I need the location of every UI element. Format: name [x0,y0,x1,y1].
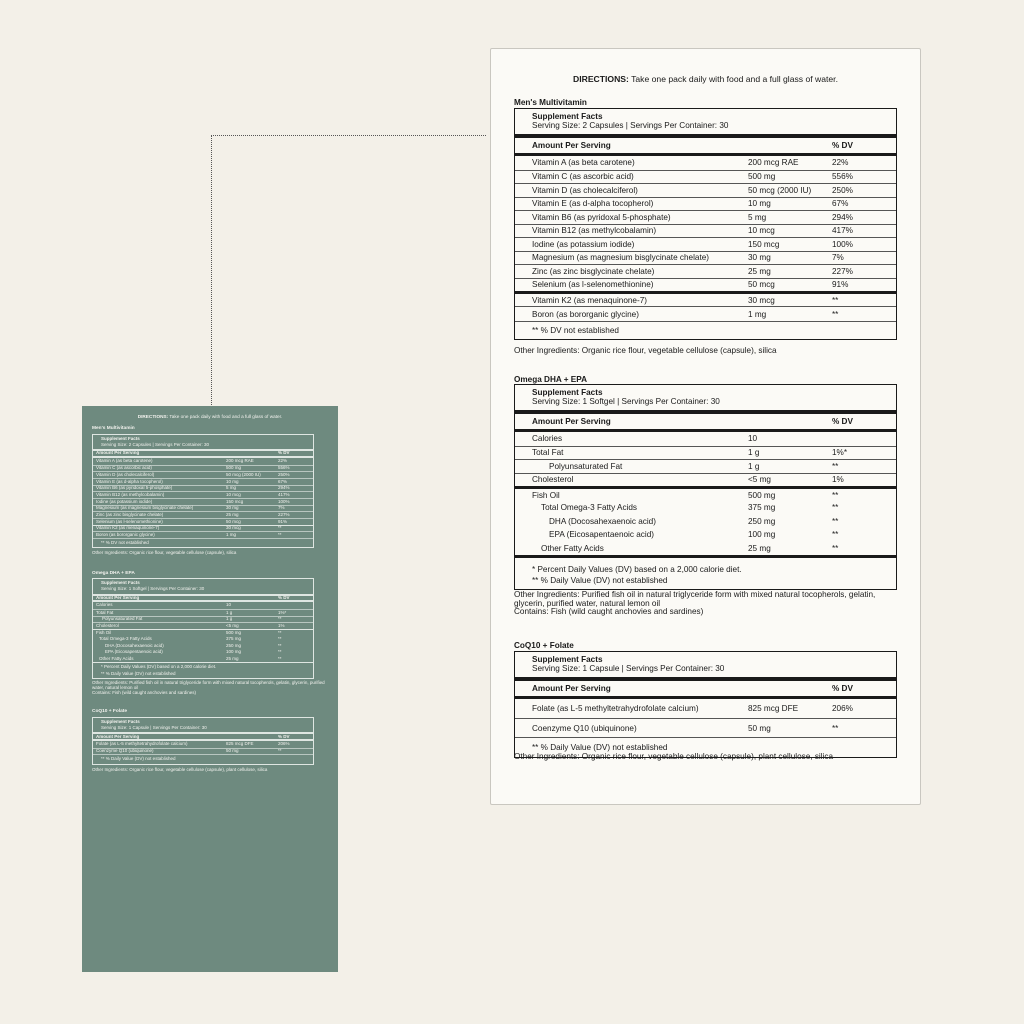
sachet-nutrient-amount: 25 mg [226,512,239,518]
connector-line-vertical [211,135,212,407]
nutrient-amount: 5 mg [748,212,767,222]
sachet-mens-rows [93,458,313,525]
nutrient-name: Coenzyme Q10 (ubiquinone) [532,723,637,733]
sachet-row [93,602,313,609]
nutrient-name: Magnesium (as magnesium bisglycinate chelate) [532,253,710,263]
sachet-nutrient-row [93,518,313,525]
sachet-row [93,616,313,623]
sachet-row [93,656,313,663]
sachet-nutrient-row [93,458,313,465]
nutrient-dv: 7% [832,253,844,263]
sachet-cell: Total Omega-3 Fatty Acids [99,635,152,641]
facts-title: Supplement Facts [532,112,603,121]
nutrient-amount: 50 mg [748,723,771,733]
nutrient-amount: 1 g [748,461,760,471]
sachet-nutrient-name: Vitamin B12 (as methylcobalamin) [96,492,165,498]
sachet-hdr-amount: Amount Per Serving [96,594,140,600]
nutrient-name: Vitamin A (as beta carotene) [532,158,635,168]
sachet-cell: Fish Oil [96,629,112,635]
sachet-coq10-note: ** % Daily Value (DV) not established [93,754,313,763]
nutrient-name: Other Fatty Acids [541,543,604,553]
nutrient-dv: 91% [832,280,849,290]
nutrient-dv: ** [832,309,839,319]
sachet-nutrient-row [93,498,313,505]
sachet-nutrient-row [93,478,313,485]
nutrient-amount: 500 mg [748,172,776,182]
nutrient-dv: ** [832,543,839,553]
nutrient-name: Vitamin E (as d-alpha tocopherol) [532,199,654,209]
sachet-nutrient-dv: 67% [278,478,288,484]
omega-contains: Contains: Fish (wild caught anchovies and sardines) [514,607,704,617]
sachet-cell: 25 mg [226,655,239,661]
sachet-facts-title: Supplement Facts [101,580,140,586]
sachet-omega-section [92,571,328,696]
coq10-title: CoQ10 + Folate [514,641,574,650]
nutrient-dv: ** [832,295,839,305]
sachet-nutrient-dv: 250% [278,471,290,477]
serving-info: Serving Size: 1 Softgel | Servings Per Container: 30 [532,397,720,406]
table-row [515,446,896,460]
table-header [515,414,896,432]
sachet-mens-facts-header [93,435,313,452]
sachet-coq10-table [92,717,314,765]
sachet-nutrient-dv: 7% [278,505,285,511]
omega-notes [515,555,896,589]
sachet-cell: 1% [278,623,285,629]
sachet-directions-text: Take one pack daily with food and a full glass of water. [169,414,283,419]
sachet-table-header [93,451,313,458]
sachet-directions [92,414,328,420]
facts-title: Supplement Facts [532,388,603,397]
sachet-cell: Other Fatty Acids [99,655,134,661]
nutrient-name: DHA (Docosahexaenoic acid) [549,516,656,526]
sachet-nutrient-row [93,491,313,498]
sachet-row [93,741,313,748]
sachet-nutrient-row [93,525,313,532]
connector-line-horizontal [211,135,486,136]
coq10-facts-header [515,652,896,681]
sachet-cell: Cholesterol [96,623,119,629]
nutrient-row [515,237,896,251]
sachet-nutrient-dv: ** [278,525,282,531]
nutrient-amount: 825 mcg DFE [748,704,799,713]
nutrient-dv: 22% [832,158,849,168]
sachet-cell: EPA (Eicosapentaenoic acid) [105,649,163,655]
nutrient-dv: 294% [832,212,853,222]
facts-title: Supplement Facts [532,655,603,664]
nutrient-dv: 100% [832,239,853,249]
nutrient-dv: ** [832,461,839,471]
sachet-hdr-amount: Amount Per Serving [96,733,140,739]
sachet-preview [82,406,338,972]
directions-label: DIRECTIONS: [573,74,629,84]
sachet-cell: 1 g [226,609,233,615]
sachet-nutrient-amount: 10 mg [226,478,239,484]
mens-facts-table [514,108,897,340]
header-dv: % DV [832,141,853,150]
nutrient-amount: 30 mg [748,253,771,263]
sachet-cell: 100 mg [226,649,242,655]
nutrient-dv: 1% [832,475,844,485]
sachet-mens-note: ** % DV not established [93,538,313,547]
sachet-nutrient-row [93,531,313,538]
sachet-row [93,622,313,629]
sachet-hdr-amount: Amount Per Serving [96,450,140,456]
sachet-cell: Calories [96,602,113,608]
nutrient-amount: <5 mg [748,475,771,485]
sachet-cell: ** [278,649,282,655]
nutrient-amount: 100 mg [748,530,776,540]
table-row [515,486,896,501]
sachet-nutrient-amount: 30 mg [226,505,239,511]
sachet-facts-title: Supplement Facts [101,435,140,441]
nutrient-row [515,197,896,211]
table-row [515,515,896,529]
sachet-cell: Polyunsaturated Fat [102,616,143,622]
nutrient-row [515,278,896,292]
nutrient-dv: 556% [832,172,853,182]
nutrient-name: Vitamin K2 (as menaquinone-7) [532,295,647,305]
mens-dv-note: ** % DV not established [515,321,896,339]
sachet-nutrient-dv: 417% [278,492,290,498]
nutrient-dv: ** [832,503,839,513]
sachet-mens-title: Men's Multivitamin [92,426,135,432]
sachet-nutrient-dv: ** [278,532,282,538]
table-row [515,718,896,737]
sachet-cell: Total Fat [96,609,114,615]
sachet-cell: 250 mg [226,642,242,648]
nutrient-name: Total Fat [532,448,564,458]
sachet-nutrient-name: Selenium (as l-selenomethionine) [96,518,163,524]
serving-info: Serving Size: 1 Capsule | Servings Per Container: 30 [532,664,725,673]
nutrient-row [515,183,896,197]
sachet-cell: 1%* [278,609,287,615]
nutrient-name: Selenium (as l-selenomethionine) [532,280,654,290]
sachet-row [93,642,313,649]
sachet-cell: ** [278,655,282,661]
coq10-facts-table [514,651,897,758]
coq10-other-ingredients: Other Ingredients: Organic rice flour, vegetable cellulose (capsule), plant cellulose, silica [514,752,834,761]
nutrient-amount: 200 mcg RAE [748,158,799,168]
sachet-omega-other-text: Other Ingredients: Purified fish oil in natural triglyceride form with mixed natural tocopherols, gelatin, glycerin, purified water, natural lemon oil [92,680,325,690]
mens-other-ingredients: Other Ingredients: Organic rice flour, vegetable cellulose (capsule), silica [514,346,777,355]
nutrient-row [515,156,896,170]
omega-other-text: Other Ingredients: Purified fish oil in natural triglyceride form with mixed natural tocopherols, gelatin, glycerin, purified water, natural lemon oil [514,590,876,608]
table-row [515,432,896,446]
nutrient-dv: 1%* [832,448,848,458]
nutrient-amount: 30 mcg [748,295,775,305]
nutrient-amount: 50 mcg (2000 IU) [748,185,812,195]
sachet-facts-title: Supplement Facts [101,718,140,724]
sachet-cell: Coenzyme Q10 (ubiquinone) [96,748,154,754]
nutrient-dv: ** [832,516,839,526]
nutrient-row [515,224,896,238]
nutrient-amount: 25 mg [748,543,771,553]
sachet-nutrient-name: Iodine (as potassium iodide) [96,498,153,504]
table-header [515,681,896,699]
sachet-directions-label: DIRECTIONS: [137,414,169,419]
sachet-nutrient-name: Vitamin D (as cholecalciferol) [96,471,155,477]
sachet-nutrient-row [93,511,313,518]
sachet-cell: 825 mcg DFE [226,741,254,747]
nutrient-amount: 10 [748,434,758,444]
sachet-hdr-dv: % DV [278,594,290,600]
nutrient-dv: 250% [832,185,853,195]
sachet-nutrient-amount: 500 mg [226,465,242,471]
sachet-cell: 50 mg [226,748,239,754]
sachet-hdr-dv: % DV [278,733,290,739]
omega-dv-note-2: ** % Daily Value (DV) not established [532,576,668,585]
nutrient-dv: ** [832,490,839,500]
nutrient-dv: 417% [832,226,853,236]
nutrient-name: Vitamin C (as ascorbic acid) [532,172,634,182]
sachet-omega-table [92,578,314,679]
nutrient-name: Polyunsaturated Fat [549,461,623,471]
sachet-nutrient-name: Vitamin E (as d-alpha tocopherol) [96,478,163,484]
sachet-table-header [93,596,313,603]
nutrient-row [515,264,896,278]
omega-facts-header [515,385,896,414]
nutrient-amount: 25 mg [748,266,771,276]
table-row [515,501,896,515]
nutrient-amount: 1 g [748,448,760,458]
mens-multivitamin-title: Men's Multivitamin [514,98,587,107]
sachet-nutrient-amount: 5 mg [226,485,237,491]
nutrient-amount: 10 mg [748,199,771,209]
nutrient-name: Vitamin B12 (as methylcobalamin) [532,226,657,236]
sachet-nutrient-dv: 227% [278,512,290,518]
sachet-nutrient-name: Boron (as bororganic glycine) [96,532,155,538]
table-row [515,459,896,473]
table-row [515,473,896,487]
sachet-nutrient-name: Magnesium (as magnesium bisglycinate chelate) [96,505,194,511]
mens-facts-header [515,109,896,138]
sachet-nutrient-name: Vitamin A (as beta carotene) [96,458,153,464]
nutrient-row [515,170,896,184]
nutrient-amount: 150 mcg [748,239,780,249]
sachet-label [92,414,328,773]
sachet-omega-note2: ** % Daily Value (DV) not established [101,670,176,676]
sachet-cell: ** [278,748,282,754]
sachet-nutrient-amount: 200 mcg RAE [226,458,254,464]
header-amount: Amount Per Serving [532,417,611,426]
sachet-omega-note1: * Percent Daily Values (DV) based on a 2,000 calorie diet. [101,664,217,670]
sachet-coq10-section [92,709,328,773]
header-amount: Amount Per Serving [532,684,611,693]
nutrient-amount: 50 mcg [748,280,775,290]
sachet-nutrient-amount: 30 mcg [226,525,241,531]
nutrient-name: Vitamin D (as cholecalciferol) [532,185,638,195]
nutrient-amount: 375 mg [748,503,776,513]
sachet-nutrient-row [93,505,313,512]
sachet-mens-other: Other Ingredients: Organic rice flour, vegetable cellulose (capsule), silica [92,550,237,556]
sachet-cell: ** [278,616,282,622]
sachet-nutrient-amount: 50 mcg (2000 IU) [226,471,261,477]
table-row [515,542,896,556]
sachet-cell: 10 [226,602,232,608]
sachet-hdr-dv: % DV [278,450,290,456]
sachet-nutrient-amount: 50 mcg [226,518,241,524]
sachet-cell: ** [278,635,282,641]
directions-text: Take one pack daily with food and a full glass of water. [631,74,838,84]
nutrient-dv: ** [832,530,839,540]
mens-nutrient-rows-extra [515,291,896,321]
nutrient-amount: 500 mg [748,490,776,500]
sachet-nutrient-dv: 556% [278,465,290,471]
nutrient-row [515,251,896,265]
sachet-nutrient-name: Vitamin K2 (as menaquinone-7) [96,525,160,531]
omega-facts-table [514,384,897,590]
sachet-omega-contains: Contains: Fish (wild caught anchovies and sardines) [92,689,197,695]
sachet-nutrient-dv: 100% [278,498,290,504]
sachet-nutrient-row [93,471,313,478]
sachet-row [93,609,313,616]
serving-info: Serving Size: 2 Capsules | Servings Per Container: 30 [532,121,729,130]
sachet-mens-section [92,426,328,556]
sachet-row [93,629,313,636]
sachet-nutrient-dv: 91% [278,518,288,524]
sachet-row [93,748,313,755]
nutrient-row [515,306,896,321]
sachet-nutrient-row [93,485,313,492]
sachet-omega-facts-header [93,579,313,596]
nutrient-name: Zinc (as zinc bisglycinate chelate) [532,266,655,276]
sachet-mens-table [92,434,314,549]
nutrient-name: Cholesterol [532,475,574,485]
sachet-nutrient-row [93,465,313,472]
sachet-cell: Folate (as L-5 methyltetrahydrofolate calcium) [96,741,188,747]
sachet-serving: Serving Size: 1 Softgel | Servings Per Container: 30 [101,586,205,592]
table-header [515,138,896,156]
sachet-row [93,636,313,643]
nutrient-amount: 1 mg [748,309,767,319]
table-row [515,699,896,718]
sachet-nutrient-name: Vitamin B6 (as pyridoxal 5-phosphate) [96,485,173,491]
sachet-coq10-title: CoQ10 + Folate [92,709,128,715]
sachet-cell: 1 g [226,616,233,622]
sachet-nutrient-amount: 1 mg [226,532,237,538]
table-row [515,528,896,542]
sachet-row [93,649,313,656]
sachet-serving: Serving Size: 2 Capsules | Servings Per Container: 30 [101,441,209,447]
nutrient-name: Total Omega-3 Fatty Acids [541,503,638,513]
nutrient-name: Fish Oil [532,490,560,500]
nutrient-amount: 250 mg [748,516,776,526]
nutrient-dv: 227% [832,266,853,276]
omega-dv-note-1: * Percent Daily Values (DV) based on a 2,000 calorie diet. [532,565,742,574]
sachet-omega-notes [93,662,313,678]
header-dv: % DV [832,417,853,426]
header-dv: % DV [832,684,853,693]
sachet-omega-other [92,681,328,695]
nutrient-dv: 206% [832,704,853,713]
coq10-dv-note: ** % Daily Value (DV) not established [515,737,896,757]
nutrient-amount: 10 mcg [748,226,775,236]
sachet-serving: Serving Size: 1 Capsule | Servings Per Container: 30 [101,725,207,731]
sachet-coq10-facts-header [93,718,313,735]
nutrient-name: Iodine (as potassium iodide) [532,239,635,249]
nutrient-name: Vitamin B6 (as pyridoxal 5-phosphate) [532,212,671,222]
sachet-nutrient-dv: 22% [278,458,288,464]
label-detail-panel [490,48,921,805]
nutrient-name: Boron (as bororganic glycine) [532,309,639,319]
sachet-nutrient-name: Vitamin C (as ascorbic acid) [96,465,152,471]
mens-nutrient-rows [515,156,896,291]
sachet-nutrient-dv: 294% [278,485,290,491]
sachet-cell: 375 mg [226,635,242,641]
sachet-cell: ** [278,642,282,648]
directions [491,74,920,84]
sachet-table-header [93,734,313,741]
sachet-mens-rows2 [93,525,313,538]
sachet-cell: ** [278,629,282,635]
sachet-cell: <5 mg [226,623,239,629]
nutrient-name: Calories [532,434,563,444]
sachet-nutrient-amount: 150 mcg [226,498,244,504]
sachet-omega-title: Omega DHA + EPA [92,570,135,576]
nutrient-row [515,210,896,224]
omega-title: Omega DHA + EPA [514,375,588,384]
sachet-cell: 206% [278,741,290,747]
sachet-nutrient-name: Zinc (as zinc bisglycinate chelate) [96,512,164,518]
omega-other-ingredients [514,591,904,617]
nutrient-name: EPA (Eicosapentaenoic acid) [549,530,654,540]
nutrient-row [515,291,896,306]
header-amount: Amount Per Serving [532,141,611,150]
sachet-cell: DHA (Docosahexaenoic acid) [105,642,164,648]
sachet-cell: 500 mg [226,629,242,635]
nutrient-name: Folate (as L-5 methyltetrahydrofolate calcium) [532,704,699,713]
sachet-nutrient-amount: 10 mcg [226,492,241,498]
nutrient-dv: ** [832,723,839,733]
sachet-coq10-other: Other Ingredients: Organic rice flour, vegetable cellulose (capsule), plant cellulose, silica [92,766,268,772]
nutrient-dv: 67% [832,199,849,209]
